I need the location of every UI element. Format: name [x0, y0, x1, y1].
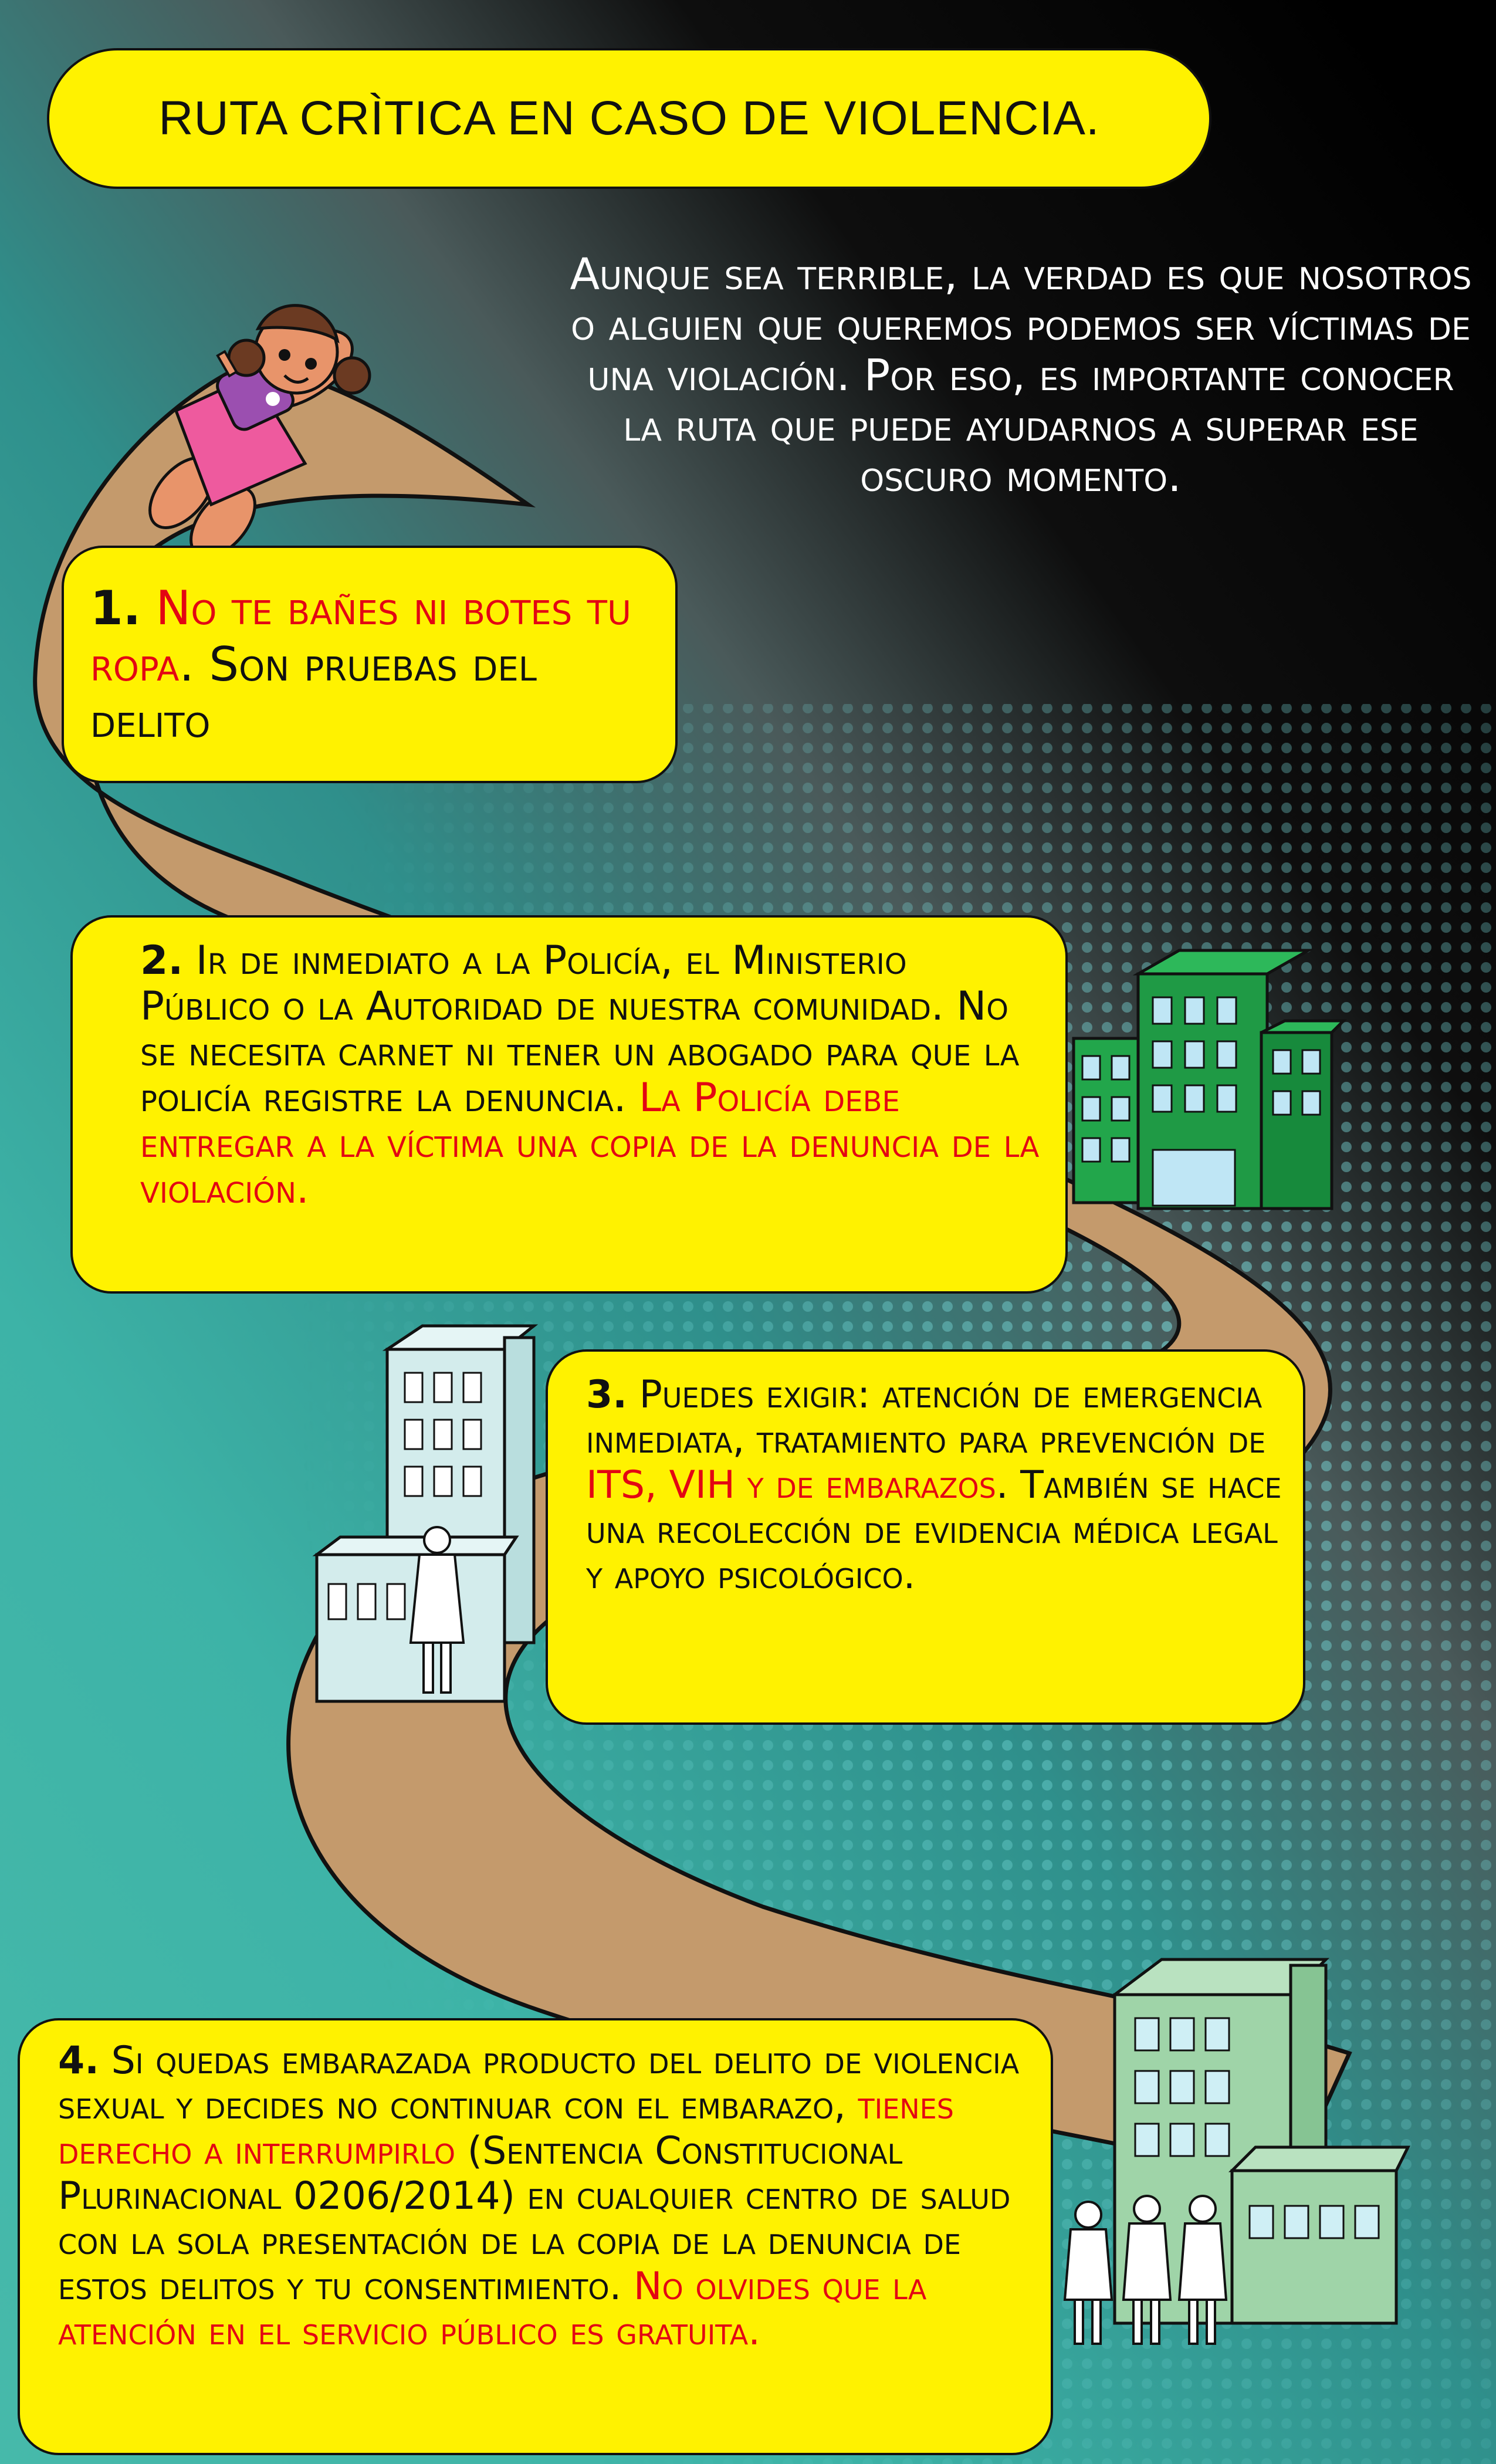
- step-2-box: [70, 915, 1068, 1294]
- intro-text: Aunque sea terrible, la verdad es que nosotros o alguien que queremos podemos ser víctimas de una violación. Por eso, es importante conocer la ruta que puede ayudarnos a superar ese oscuro momento.: [570, 249, 1472, 502]
- step-text: Ir de inmediato a la Policía, el Ministerio Público o la Autoridad de nuestra comunidad. No se necesita carnet ni tener un abogado para que la policía registre la denuncia.: [140, 937, 1020, 1121]
- step-text-after: . También se hace una recolección de evidencia médica legal y apoyo psicológico.: [586, 1463, 1282, 1597]
- step-warning: ITS, VIH y de embarazos: [586, 1463, 996, 1507]
- step-text: Si quedas embarazada producto del delito de violencia sexual y decides no continuar con el embarazo,: [58, 2039, 1020, 2128]
- step-number: 1.: [90, 581, 141, 635]
- step-warning: No te bañes ni botes tu ropa: [90, 581, 631, 692]
- step-text-after: (Sentencia Constitucional Plurinacional 0206/2014) en cualquier centro de salud con la sola presentación de la copia de la denuncia de estos delitos y tu consentimiento.: [58, 2129, 1011, 2309]
- step-3-box: [546, 1349, 1305, 1725]
- page-title: RUTA CRÌTICA EN CASO DE VIOLENCIA.: [158, 92, 1100, 145]
- step-number: 3.: [586, 1373, 627, 1417]
- police-building-icon: [1074, 950, 1343, 1209]
- title-banner: [47, 48, 1211, 189]
- step-text: Puedes exigir: atención de emergencia inmediata, tratamiento para prevención de: [586, 1373, 1266, 1462]
- step-4-box: [18, 2018, 1053, 2455]
- step-note: No olvides que la atención en el servicio público es gratuita.: [58, 2265, 927, 2354]
- step-warning: tienes derecho a interrumpirlo: [58, 2084, 954, 2173]
- step-warning: La Policía debe entregar a la víctima una copia de la denuncia de la violación.: [140, 1075, 1040, 1213]
- step-number: 2.: [140, 937, 184, 984]
- step-1-box: [62, 546, 678, 783]
- step-number: 4.: [58, 2039, 99, 2083]
- step-text: . Son pruebas del delito: [90, 637, 537, 748]
